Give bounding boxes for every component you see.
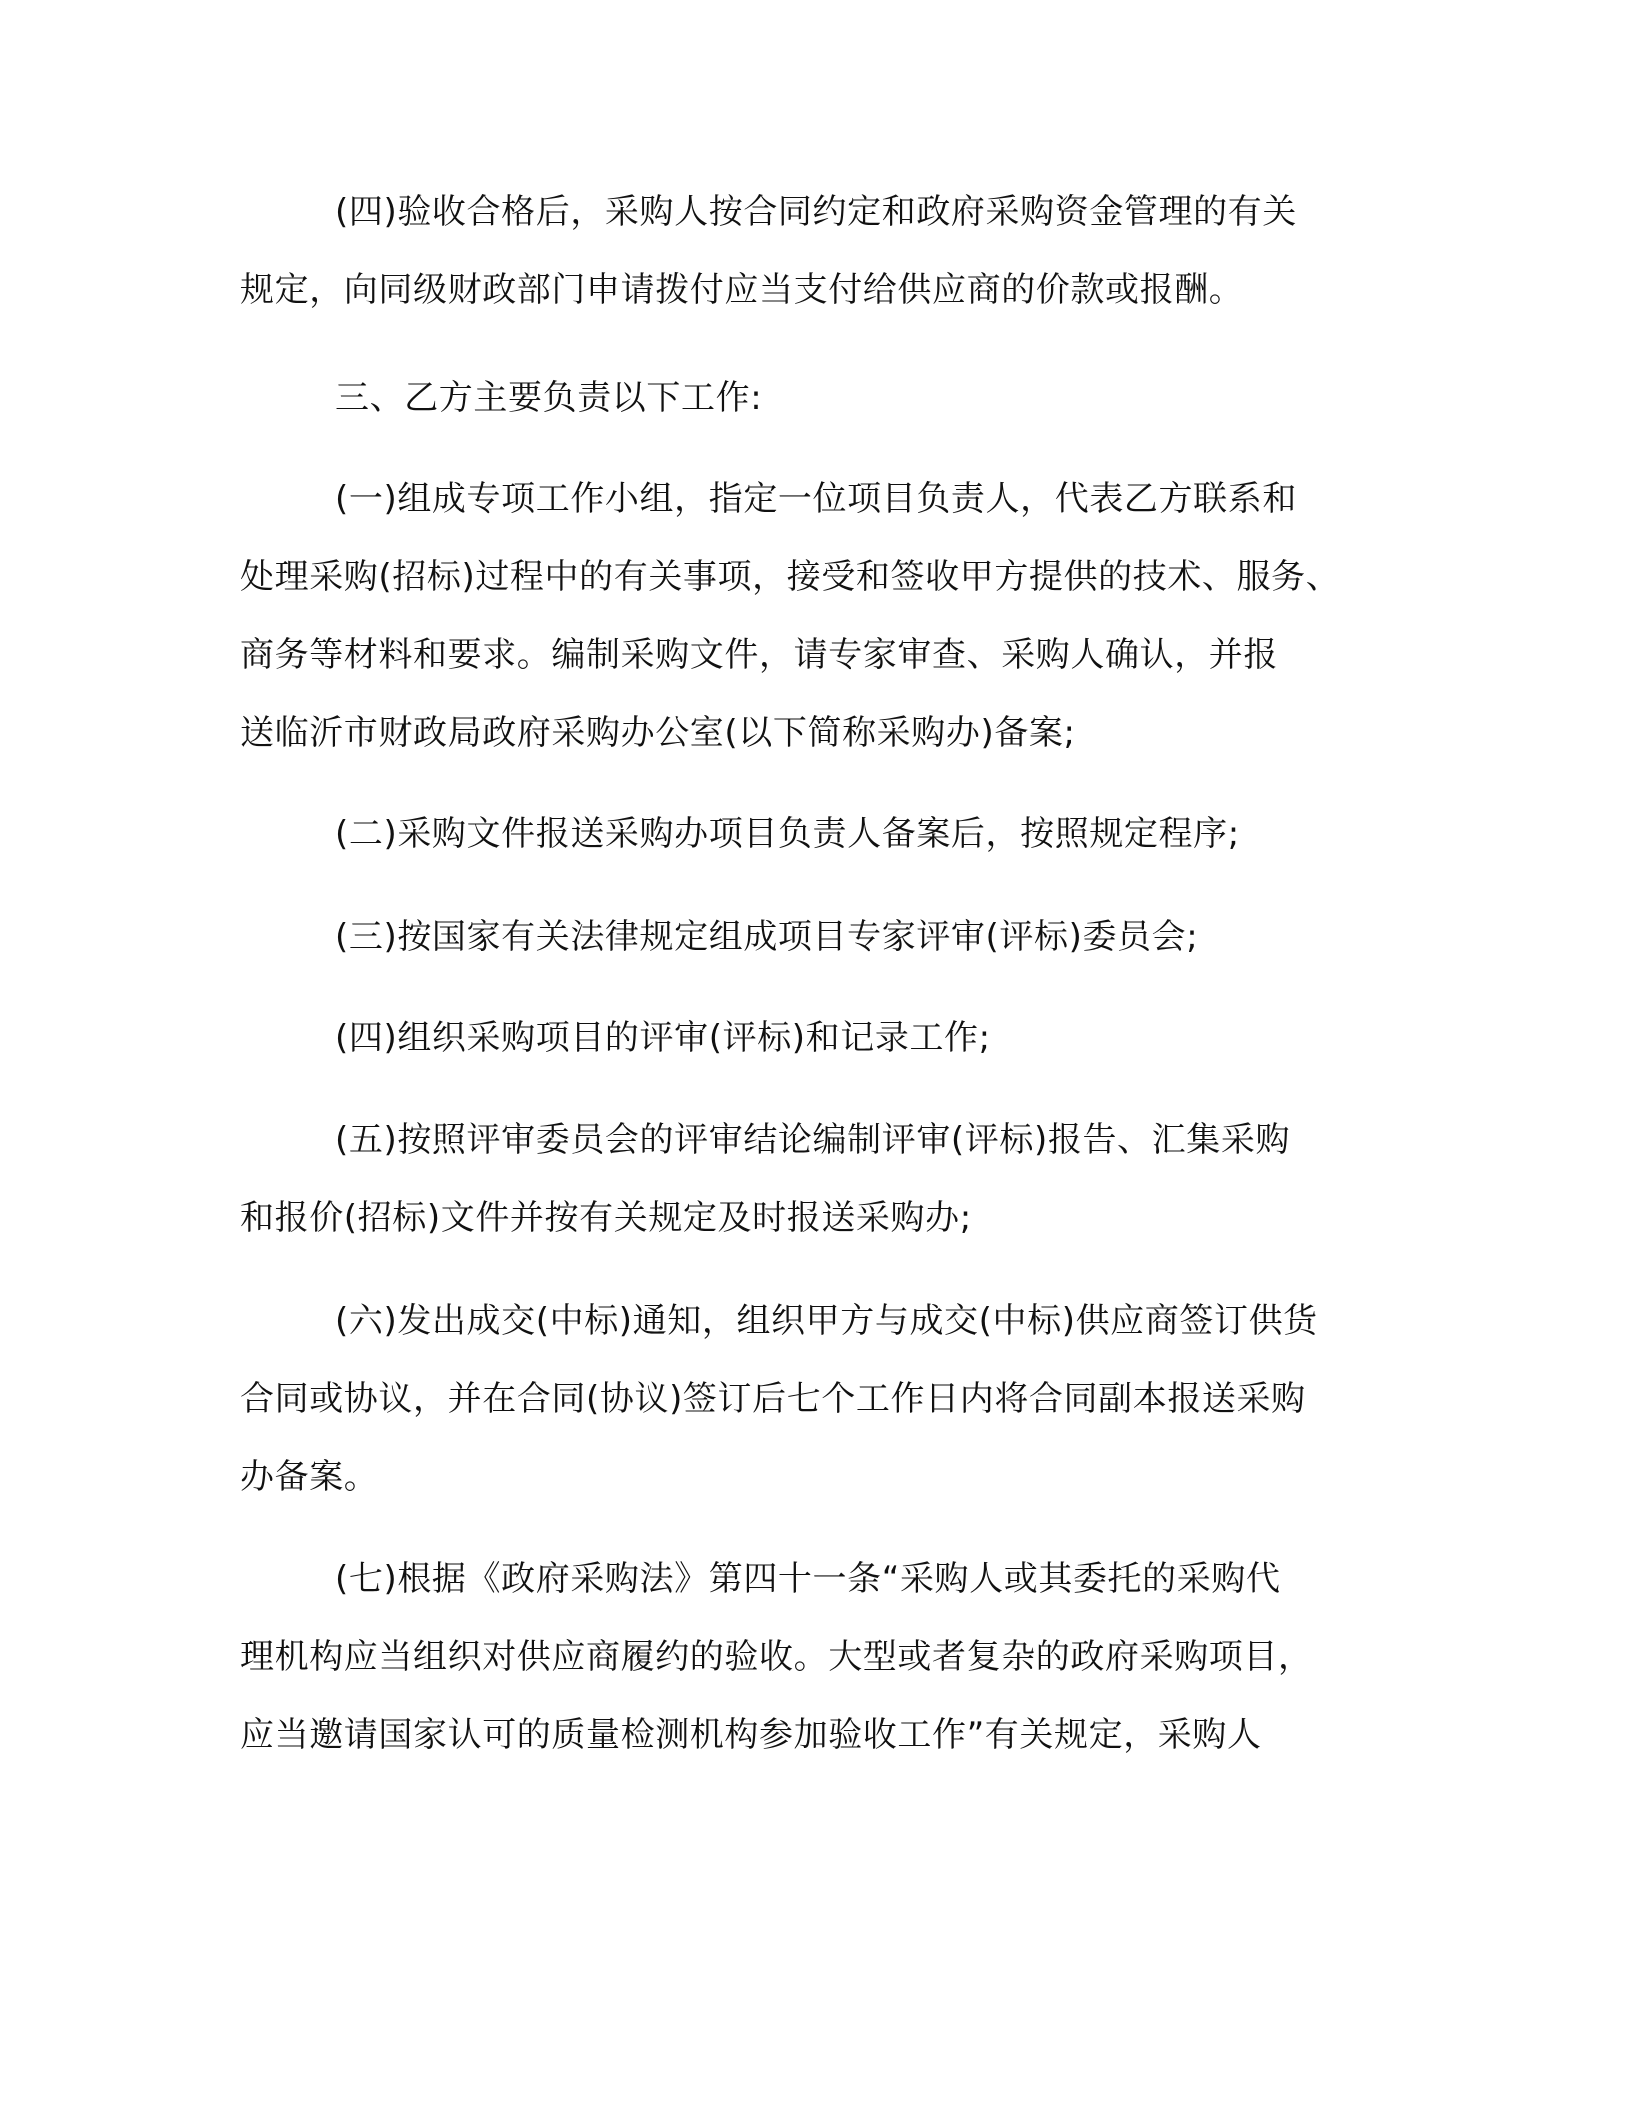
paragraph-line: 理机构应当组织对供应商履约的验收。大型或者复杂的政府采购项目， bbox=[240, 1637, 1313, 1677]
paragraph-line: (四)验收合格后，采购人按合同约定和政府采购资金管理的有关 bbox=[335, 192, 1297, 232]
paragraph-line: (五)按照评审委员会的评审结论编制评审(评标)报告、汇集采购 bbox=[335, 1120, 1291, 1160]
paragraph-line: 应当邀请国家认可的质量检测机构参加验收工作”有关规定，采购人 bbox=[240, 1715, 1262, 1755]
section-heading: 三、乙方主要负责以下工作: bbox=[335, 378, 763, 418]
paragraph-line: 办备案。 bbox=[240, 1457, 379, 1497]
paragraph-line: 送临沂市财政局政府采购办公室(以下简称采购办)备案; bbox=[240, 713, 1076, 753]
paragraph-line: (三)按国家有关法律规定组成项目专家评审(评标)委员会; bbox=[335, 917, 1199, 957]
paragraph-line: 合同或协议，并在合同(协议)签订后七个工作日内将合同副本报送采购 bbox=[240, 1379, 1306, 1419]
paragraph-line: 和报价(招标)文件并按有关规定及时报送采购办; bbox=[240, 1198, 972, 1238]
paragraph-line: (二)采购文件报送采购办项目负责人备案后，按照规定程序; bbox=[335, 814, 1240, 854]
paragraph-line: 规定，向同级财政部门申请拨付应当支付给供应商的价款或报酬。 bbox=[240, 270, 1244, 310]
paragraph-line: 商务等材料和要求。编制采购文件，请专家审查、采购人确认，并报 bbox=[240, 635, 1278, 675]
paragraph-line: (七)根据《政府采购法》第四十一条“采购人或其委托的采购代 bbox=[335, 1559, 1281, 1599]
paragraph-line: (一)组成专项工作小组，指定一位项目负责人，代表乙方联系和 bbox=[335, 479, 1297, 519]
paragraph-line: (四)组织采购项目的评审(评标)和记录工作; bbox=[335, 1018, 991, 1058]
paragraph-line: 处理采购(招标)过程中的有关事项，接受和签收甲方提供的技术、服务、 bbox=[240, 557, 1341, 597]
paragraph-line: (六)发出成交(中标)通知，组织甲方与成交(中标)供应商签订供货 bbox=[335, 1301, 1318, 1341]
